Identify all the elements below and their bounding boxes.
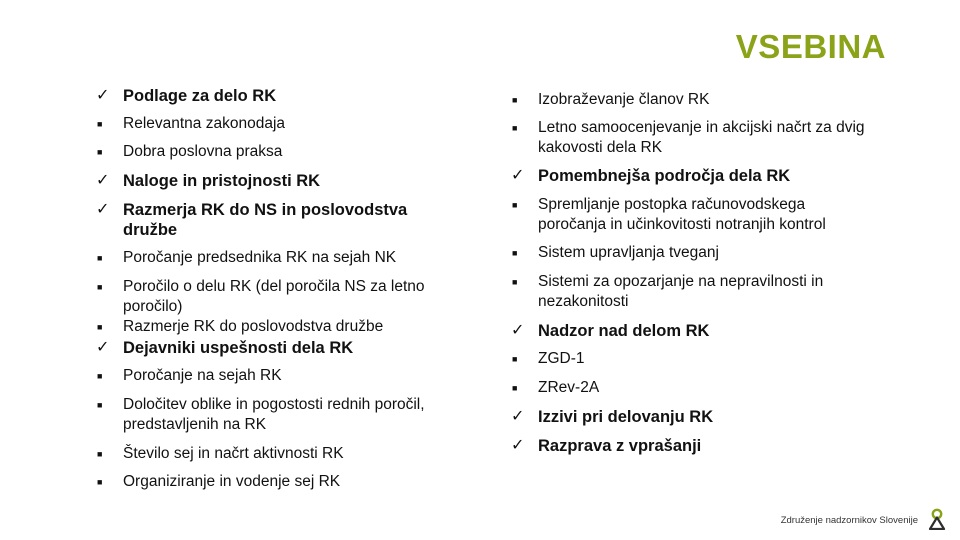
list-item-text: Izobraževanje članov RK xyxy=(538,91,710,108)
list-item xyxy=(96,142,446,162)
list-item xyxy=(96,366,446,386)
list-item xyxy=(511,118,871,158)
list-item-text: Razmerje RK do poslovodstva družbe xyxy=(123,318,384,335)
list-item xyxy=(96,86,446,106)
checkmark-icon: ✓ xyxy=(96,87,110,104)
list-item xyxy=(511,349,871,369)
list-item xyxy=(96,171,446,191)
contents-column-left xyxy=(96,86,446,492)
checkmark-icon: ✓ xyxy=(96,172,110,189)
list-item-text: Organiziranje in vodenje sej RK xyxy=(123,473,341,490)
list-item xyxy=(96,444,446,464)
list-item-text: Pomembnejša področja dela RK xyxy=(538,167,791,185)
bullet-icon: ■ xyxy=(97,147,103,157)
checkmark-icon: ✓ xyxy=(511,322,525,339)
list-item-text: Poročilo o delu RK (del poročila NS za letno poročilo) xyxy=(123,278,425,315)
bullet-icon: ■ xyxy=(97,322,103,332)
list-item xyxy=(511,378,871,398)
list-item-text: Spremljanje postopka računovodskega poročanja in učinkovitosti notranjih kontrol xyxy=(538,196,826,233)
bullet-icon: ■ xyxy=(512,123,518,133)
list-item xyxy=(96,317,446,337)
list-item-text: Razprava z vprašanji xyxy=(538,437,702,455)
page-title: VSEBINA xyxy=(735,28,886,65)
list-item-text: Poročanje predsednika RK na sejah NK xyxy=(123,249,397,266)
bullet-icon: ■ xyxy=(97,282,103,292)
list-item xyxy=(511,321,871,341)
bullet-icon: ■ xyxy=(97,477,103,487)
bullet-icon: ■ xyxy=(97,400,103,410)
list-item-text: Naloge in pristojnosti RK xyxy=(123,172,321,190)
contents-column-right xyxy=(511,90,871,456)
footer-organization-name: Združenje nadzornikov Slovenije xyxy=(780,515,918,526)
checkmark-icon: ✓ xyxy=(511,437,525,454)
list-item xyxy=(96,114,446,134)
list-item-text: Relevantna zakonodaja xyxy=(123,115,286,132)
list-item-text: ZRev-2A xyxy=(538,379,600,396)
list-item-text: Poročanje na sejah RK xyxy=(123,367,282,384)
list-item xyxy=(511,436,871,456)
checkmark-icon: ✓ xyxy=(511,408,525,425)
list-item-text: Število sej in načrt aktivnosti RK xyxy=(123,445,344,462)
bullet-icon: ■ xyxy=(97,371,103,381)
list-item-text: Sistem upravljanja tveganj xyxy=(538,244,719,261)
list-item xyxy=(96,200,446,240)
bullet-icon: ■ xyxy=(97,253,103,263)
list-item xyxy=(511,166,871,186)
list-item xyxy=(511,272,871,312)
list-item-text: Nadzor nad delom RK xyxy=(538,322,710,340)
list-item-text: Sistemi za opozarjanje na nepravilnosti in nezakonitosti xyxy=(538,273,824,310)
list-item-text: Podlage za delo RK xyxy=(123,87,277,105)
list-item-text: Izzivi pri delovanju RK xyxy=(538,408,714,426)
list-item xyxy=(511,195,871,235)
list-item xyxy=(511,90,871,110)
list-item xyxy=(96,277,446,317)
bullet-icon: ■ xyxy=(97,119,103,129)
checkmark-icon: ✓ xyxy=(96,201,110,218)
bullet-icon: ■ xyxy=(512,354,518,364)
list-item-text: Letno samoocenjevanje in akcijski načrt za dvig kakovosti dela RK xyxy=(538,119,865,156)
list-item xyxy=(96,248,446,268)
bullet-icon: ■ xyxy=(512,95,518,105)
bullet-icon: ■ xyxy=(512,200,518,210)
bullet-icon: ■ xyxy=(512,248,518,258)
checkmark-icon: ✓ xyxy=(96,339,110,356)
bullet-icon: ■ xyxy=(512,383,518,393)
list-item xyxy=(96,338,446,358)
checkmark-icon: ✓ xyxy=(511,167,525,184)
organization-logo-icon xyxy=(928,508,946,530)
bullet-icon: ■ xyxy=(512,277,518,287)
list-item-text: ZGD-1 xyxy=(538,350,585,367)
list-item xyxy=(511,243,871,263)
list-item-text: Dejavniki uspešnosti dela RK xyxy=(123,339,354,357)
list-item xyxy=(96,395,446,435)
list-item xyxy=(511,407,871,427)
list-item-text: Dobra poslovna praksa xyxy=(123,143,283,160)
list-item-text: Določitev oblike in pogostosti rednih poročil, predstavljenih na RK xyxy=(123,396,425,433)
list-item-text: Razmerja RK do NS in poslovodstva družbe xyxy=(123,201,408,239)
list-item xyxy=(96,472,446,492)
bullet-icon: ■ xyxy=(97,449,103,459)
